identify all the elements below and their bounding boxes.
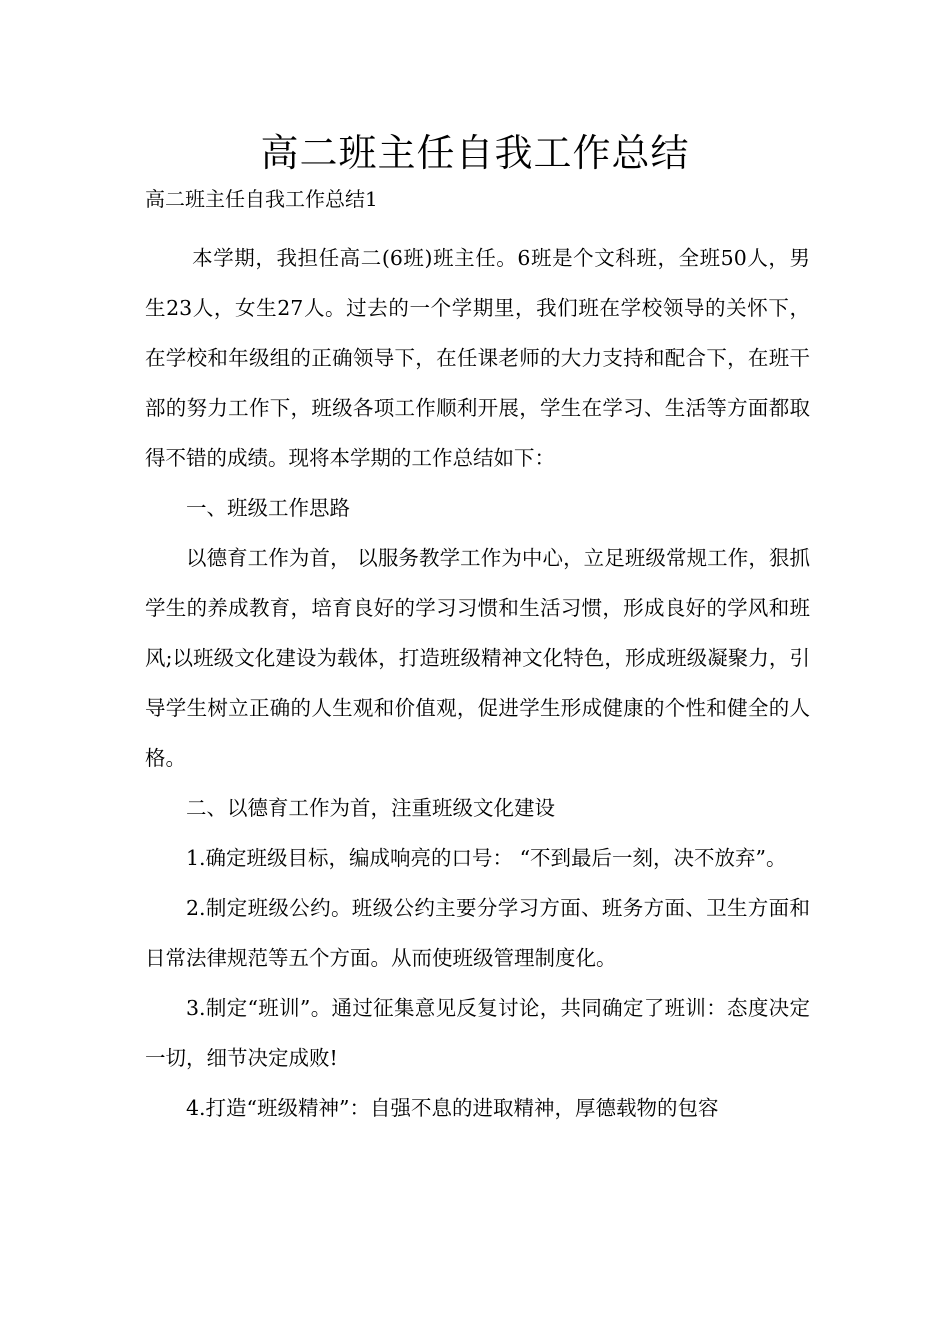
document-title: 高二班主任自我工作总结 (260, 131, 690, 175)
paragraph-intro: 本学期，我担任高二(6班)班主任。6班是个文科班，全班50人，男生23人，女生27人。过去的一个学期里，我们班在学校领导的关怀下，在学校和年级组的正确领导下，在任课老师的大力支持和配合下，在班干部的努力工作下，班级各项工作顺利开展，学生在学习、生活等方面都取得不错的成绩。现将本学期的工作总结如下： (145, 246, 810, 470)
list-item-class-motto: 3.制定“班训”。通过征集意见反复讨论，共同确定了班训：态度决定一切，细节决定成败! (145, 996, 810, 1070)
document-subtitle: 高二班主任自我工作总结1 (145, 187, 378, 211)
list-item-class-convention: 2.制定班级公约。班级公约主要分学习方面、班务方面、卫生方面和日常法律规范等五个方面。从而使班级管理制度化。 (145, 896, 810, 970)
section-heading-2: 二、以德育工作为首，注重班级文化建设 (186, 796, 555, 820)
document-body (145, 233, 810, 1133)
list-item-class-spirit: 4.打造“班级精神”：自强不息的进取精神，厚德载物的包容 (186, 1096, 719, 1120)
list-item-class-goal: 1.确定班级目标，编成响亮的口号： “不到最后一刻，决不放弃”。 (186, 846, 787, 870)
paragraph-work-ideas: 以德育工作为首， 以服务教学工作为中心，立足班级常规工作，狠抓学生的养成教育，培育良好的学习习惯和生活习惯，形成良好的学风和班风;以班级文化建设为载体，打造班级精神文化特色，形成班级凝聚力，引导学生树立正确的人生观和价值观，促进学生形成健康的个性和健全的人格。 (145, 546, 810, 770)
section-heading-1: 一、班级工作思路 (186, 496, 350, 520)
